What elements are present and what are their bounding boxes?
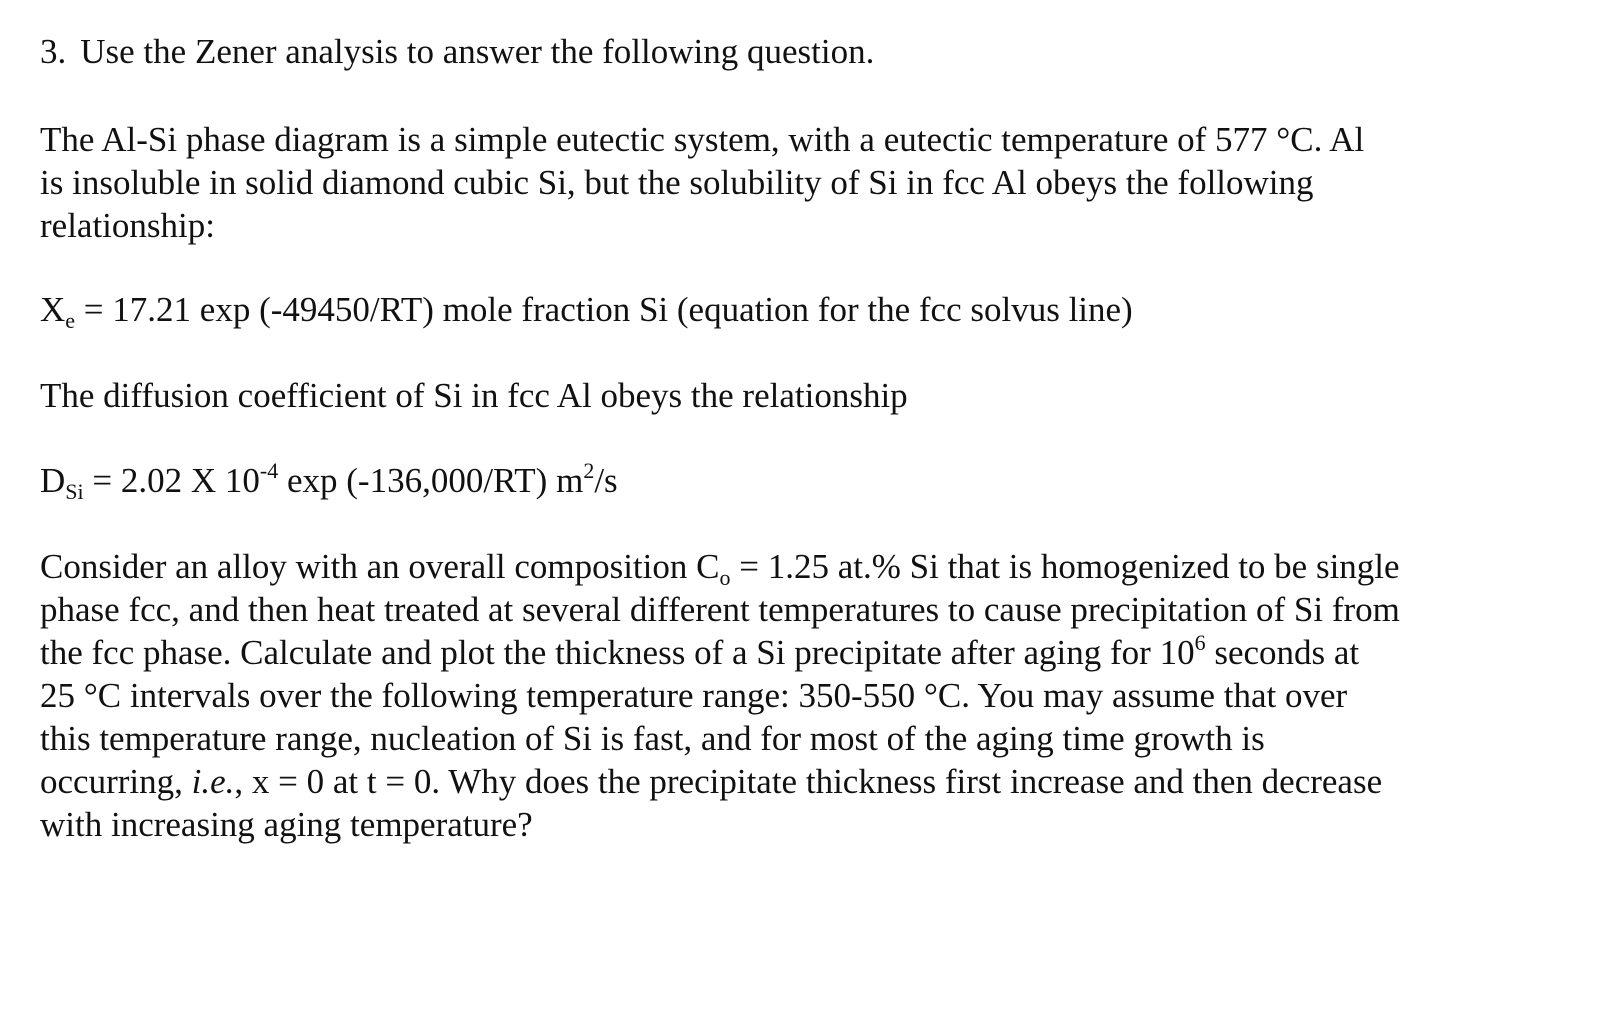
intro-line-1: The Al-Si phase diagram is a simple eutectic system, with a eutectic temperature of 577 °C. Al	[40, 120, 1365, 159]
problem-line-3	[40, 631, 1400, 674]
problem-line-1	[40, 545, 1400, 588]
problem-line-6	[40, 760, 1400, 803]
diffusion-part-3: /s	[594, 461, 618, 500]
intro-paragraph	[40, 118, 1364, 247]
diffusion-part-2: exp (-136,000/RT) m	[278, 461, 584, 500]
solvus-symbol: X	[40, 290, 66, 329]
diffusion-equation	[40, 459, 618, 502]
problem-line-6-b: , x = 0 at t = 0. Why does the precipitate thickness first increase and then decrease	[234, 762, 1383, 801]
problem-line-6-a: occurring,	[40, 762, 192, 801]
intro-line-2: is insoluble in solid diamond cubic Si, but the solubility of Si in fcc Al obeys the following	[40, 163, 1314, 202]
composition-subscript: o	[719, 565, 731, 590]
solvus-equation	[40, 288, 1133, 331]
problem-line-7: with increasing aging temperature?	[40, 805, 533, 844]
intro-line-3: relationship:	[40, 206, 215, 245]
diffusion-exponent: -4	[259, 458, 279, 483]
solvus-expression: = 17.21 exp (-49450/RT) mole fraction Si (equation for the fcc solvus line)	[75, 290, 1133, 329]
problem-line-5: this temperature range, nucleation of Si is fast, and for most of the aging time growth is	[40, 719, 1265, 758]
problem-line-1-b: = 1.25 at.% Si that is homogenized to be single	[730, 547, 1400, 586]
ie-abbreviation: i.e.	[191, 762, 235, 801]
unit-exponent: 2	[583, 458, 595, 483]
problem-line-4: 25 °C intervals over the following temperature range: 350-550 °C. You may assume that over	[40, 676, 1348, 715]
diffusion-symbol: D	[40, 461, 66, 500]
question-number: 3.	[40, 32, 67, 71]
question-prompt: Use the Zener analysis to answer the following question.	[80, 32, 875, 71]
diffusion-part-1: = 2.02 X 10	[83, 461, 260, 500]
problem-paragraph	[40, 545, 1400, 846]
diffusion-intro: The diffusion coefficient of Si in fcc Al obeys the relationship	[40, 376, 908, 415]
question-heading	[40, 30, 874, 73]
problem-line-3-b: seconds at	[1205, 633, 1360, 672]
time-exponent: 6	[1194, 630, 1206, 655]
problem-line-2: phase fcc, and then heat treated at several different temperatures to cause precipitation of Si from	[40, 590, 1400, 629]
problem-line-1-a: Consider an alloy with an overall composition C	[40, 547, 720, 586]
diffusion-subscript: Si	[65, 479, 84, 504]
solvus-subscript: e	[65, 308, 76, 333]
problem-line-3-a: the fcc phase. Calculate and plot the thickness of a Si precipitate after aging for 10	[40, 633, 1195, 672]
